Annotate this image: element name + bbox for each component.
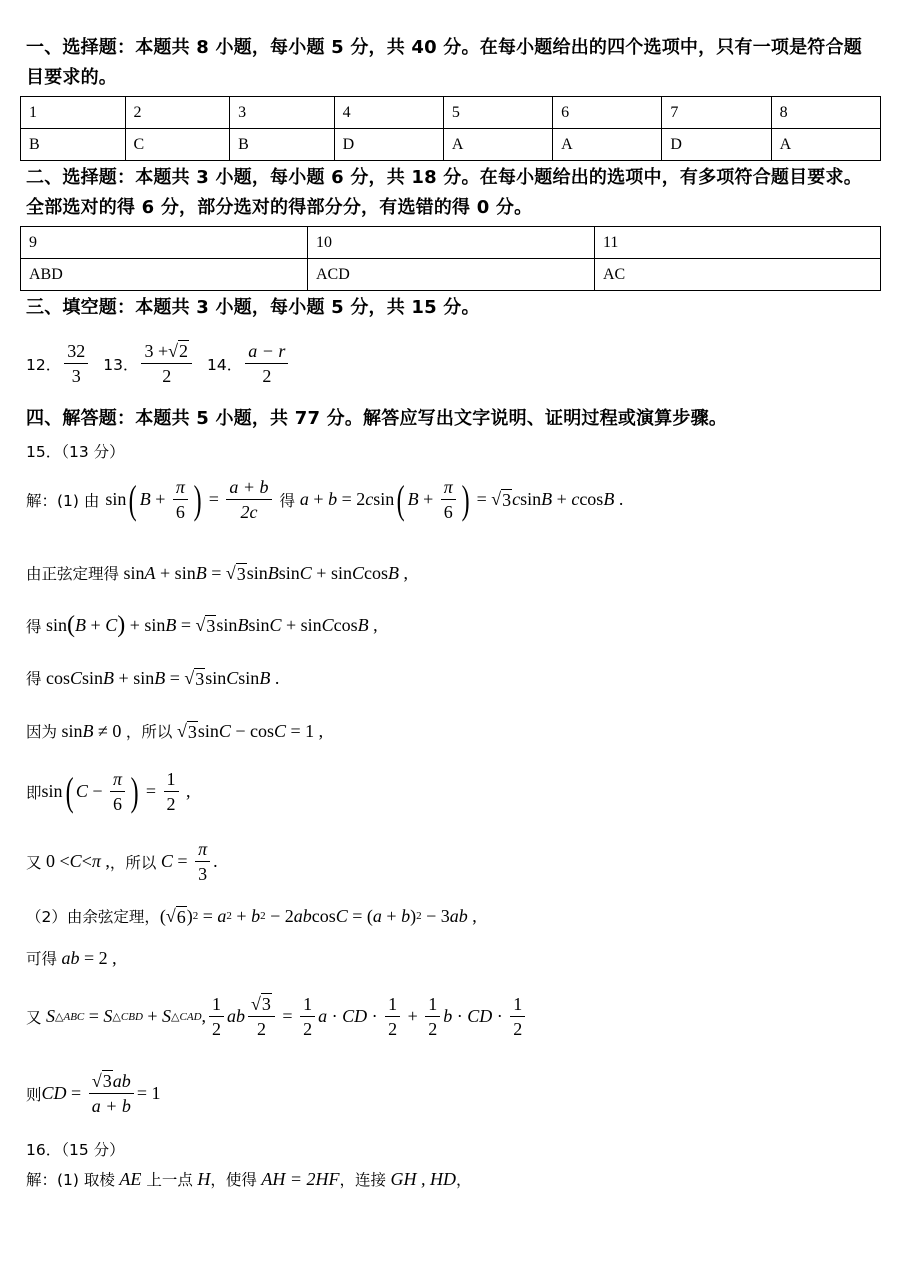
table-cell: 6 (553, 97, 662, 129)
table-cell: 4 (334, 97, 443, 129)
fill-answers (26, 340, 291, 387)
q16-title: 16．（15 分） (26, 1141, 125, 1159)
table-cell: D (334, 129, 443, 161)
q13-numerator-a: 3 + (144, 341, 169, 361)
q15-line-9: 可得 ab = 2 , (26, 947, 117, 968)
section-4-heading: 四、解答题：本题共 5 小题，共 77 分。解答应写出文字说明、证明过程或演算步骤。 (26, 408, 728, 429)
q15-line-11: 则 CD = √ 3 ab a + b = 1 (26, 1071, 161, 1116)
table-cell: C (125, 129, 230, 161)
q15-line-7: 又 0 < C < π , ，所以 C = $\frac{\pi}{3}$ . (26, 839, 218, 884)
table-cell: 9 (21, 227, 308, 259)
table-cell: 10 (308, 227, 595, 259)
section-2-heading: 二、选择题：本题共 3 小题，每小题 6 分，共 18 分。在每小题给出的选项中，有多项符合题目要求。全部选对的得 6 分，部分选对的得部分分，有选错的得 0 分。 (26, 167, 862, 218)
table-row (21, 97, 881, 129)
q14-label: 14． (207, 355, 243, 374)
table-cell: 11 (595, 227, 881, 259)
table-row (21, 227, 881, 259)
q15-title: 15．（13 分） (26, 443, 125, 461)
q15-line-3: 得 sin ( B + C ) + sin B = √ 3 sin B sin C + sin C cos B , (26, 612, 378, 638)
table-row (21, 259, 881, 291)
q15-line-1: 解：(1) 由 sin ( B + $\frac{\pi}{6}$ ) = $\frac{a + b}{2c}$ 得 a + b = 2 c sin ( B + $\frac{\pi}{6}$ ) = √ 3 c sin B + c cos B . (26, 476, 624, 522)
table-cell: 5 (443, 97, 552, 129)
table-cell: B (230, 129, 335, 161)
q14-fraction (245, 340, 288, 387)
table-cell: 2 (125, 97, 230, 129)
q14-denominator: 2 (262, 366, 272, 386)
table-cell: ABD (21, 259, 308, 291)
q13-radicand: 2 (179, 341, 189, 361)
q13-denominator: 2 (162, 366, 172, 386)
q14-numerator: a − r (245, 340, 288, 364)
section-1-heading: 一、选择题：本题共 8 小题，每小题 5 分，共 40 分。在每小题给出的四个选项中，只有一项是符合题目要求的。 (26, 37, 862, 88)
q12-numerator: 32 (64, 340, 88, 364)
q12-fraction (64, 340, 88, 387)
q12-denominator: 3 (71, 366, 81, 386)
q15-line-10: 又 S △ABC = S △CBD + S △CAD , $\frac{1}{2}$ ab √ 3 2 = $\frac{1}{2}$ a · CD · $\frac{1}{2}$ + $\frac{1}{2}$ b · CD · $\frac{1}{2}$ (26, 993, 528, 1040)
table-cell: 8 (771, 97, 880, 129)
q15-line-2: 由正弦定理得 sin A + sin B = √ 3 sin B sin C + sin C cos B , (26, 562, 408, 584)
q12-label: 12． (26, 355, 62, 374)
q15-line-5: 因为 sin B ≠ 0 ，所以 √ 3 sin C − cos C = 1 , (26, 720, 324, 742)
table-cell: B (21, 129, 126, 161)
answer-table-2 (20, 226, 881, 291)
q15-line-6: 即 sin ( C − $\frac{\pi}{6}$ ) = $\frac{1}{2}$ , (26, 768, 191, 814)
q15-line-8: （2）由余弦定理， ( √ 6 ) 2 = a 2 + b 2 − 2 ab cos C = ( a + b ) 2 − 3 ab , (26, 905, 477, 927)
table-cell: 7 (662, 97, 771, 129)
section-3-heading: 三、填空题：本题共 3 小题，每小题 5 分，共 15 分。 (26, 297, 480, 318)
table-cell: ACD (308, 259, 595, 291)
table-cell: D (662, 129, 771, 161)
answer-table-1 (20, 96, 881, 161)
table-cell: A (443, 129, 552, 161)
q15-line-4: 得 cos C sin B + sin B = √ 3 sin C sin B . (26, 667, 280, 689)
q16-line-1: 解：(1) 取棱 AE 上一点 H ，使得 AH = 2HF ，连接 GH , HD ， (26, 1168, 472, 1189)
table-cell: 3 (230, 97, 335, 129)
q13-fraction: 3 + √ 2 2 (141, 340, 192, 387)
table-row (21, 129, 881, 161)
table-cell: A (553, 129, 662, 161)
table-cell: 1 (21, 97, 126, 129)
table-cell: A (771, 129, 880, 161)
q13-label: 13． (103, 355, 139, 374)
table-cell: AC (595, 259, 881, 291)
